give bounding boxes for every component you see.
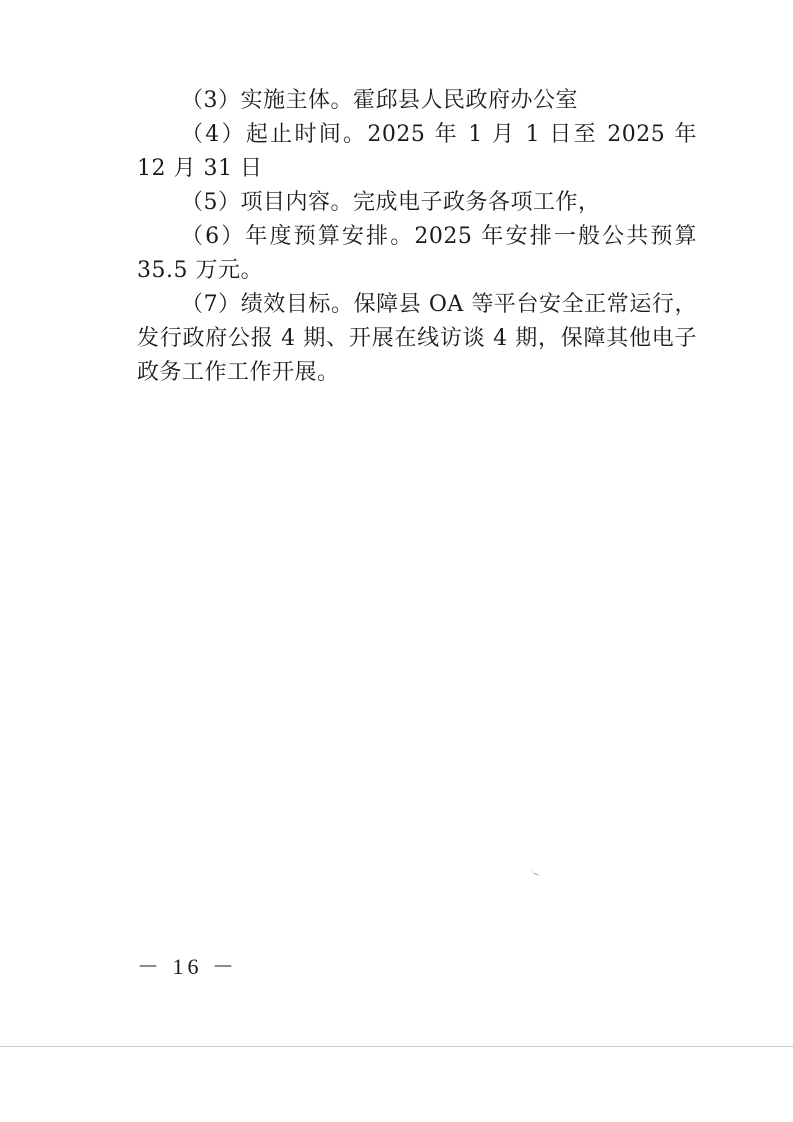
page-number: － 16 － [137,954,239,979]
document-body [137,84,697,390]
page-bottom-divider [0,1046,793,1047]
paragraph-implementing-entity: （3）实施主体。霍邱县人民政府办公室 [181,88,578,113]
scan-speck-mark [528,868,542,878]
paragraph-project-content: （5）项目内容。完成电子政务各项工作， [181,190,601,215]
paragraph-annual-budget: （6）年度预算安排。2025 年安排一般公共预算 35.5 万元。 [137,224,697,283]
paragraph-performance-goal: （7）绩效目标。保障县 OA 等平台安全正常运行，发行政府公报 4 期、开展在线访谈 4 期，保障其他电子政务工作工作开展。 [137,292,697,385]
paragraph-time-period: （4）起止时间。2025 年 1 月 1 日至 2025 年 12 月 31 日 [137,122,697,181]
